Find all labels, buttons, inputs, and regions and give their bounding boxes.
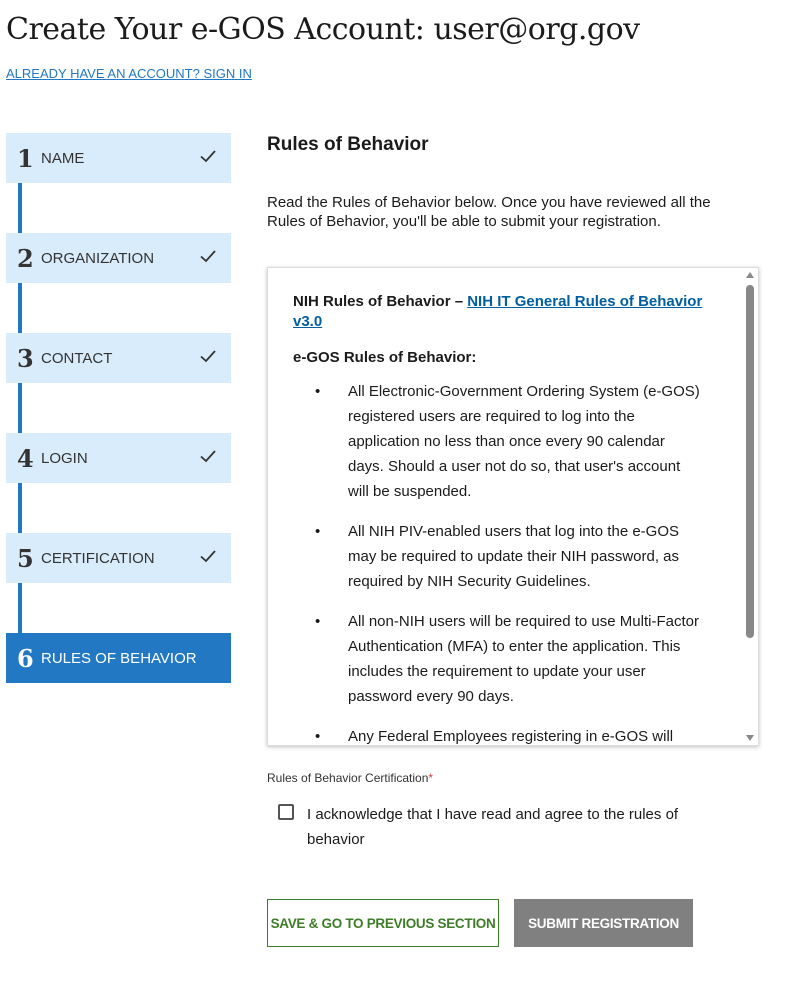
step-rules-of-behavior[interactable] <box>6 633 231 683</box>
checkmark-icon <box>198 146 218 166</box>
bullet-icon: • <box>315 523 321 540</box>
step-connector <box>18 583 22 633</box>
rules-list <box>293 379 703 746</box>
save-previous-button[interactable]: SAVE & GO TO PREVIOUS SECTION <box>267 899 499 947</box>
sign-in-link[interactable]: ALREADY HAVE AN ACCOUNT? SIGN IN <box>6 66 252 81</box>
step-login[interactable] <box>6 433 231 483</box>
step-label: CONTACT <box>41 349 113 367</box>
page-title: Create Your e-GOS Account: user@org.gov <box>6 12 640 47</box>
step-label: ORGANIZATION <box>41 249 155 267</box>
checkmark-icon <box>198 246 218 266</box>
bullet-icon: • <box>315 613 321 630</box>
rule-text: All Electronic-Government Ordering System (e-GOS) registered users are required to log into the application no less than once every 90 calendar days. Should a user not do so, that user's account will be suspended. <box>348 383 700 500</box>
rules-scroll-box[interactable] <box>267 267 759 746</box>
nih-rules-prefix: NIH Rules of Behavior – <box>293 293 468 310</box>
step-connector <box>18 483 22 533</box>
nih-rules-heading <box>293 292 703 332</box>
step-number: 5 <box>17 543 34 573</box>
step-label: CERTIFICATION <box>41 549 155 567</box>
rule-text: All non-NIH users will be required to use Multi-Factor Authentication (MFA) to enter the application. This includes the requirement to update your user password every 90 days. <box>348 613 699 705</box>
rule-text: Any Federal Employees registering in e-GOS will <box>348 728 674 745</box>
step-number: 2 <box>17 243 34 273</box>
step-contact[interactable] <box>6 333 231 383</box>
scrollbar-thumb[interactable] <box>746 285 754 638</box>
scroll-down-arrow-icon[interactable] <box>746 735 754 741</box>
step-number: 3 <box>17 343 34 373</box>
bullet-icon: • <box>315 728 321 745</box>
step-organization[interactable] <box>6 233 231 283</box>
nih-rules-link[interactable]: NIH IT General Rules of Behavior v3.0 <box>293 293 703 330</box>
submit-registration-button[interactable]: SUBMIT REGISTRATION <box>514 899 693 947</box>
checkmark-icon <box>198 446 218 466</box>
certification-label-text: Rules of Behavior Certification <box>267 771 429 785</box>
list-item <box>293 379 703 504</box>
list-item <box>293 519 703 594</box>
step-number: 1 <box>17 143 34 173</box>
required-asterisk: * <box>428 771 434 785</box>
bullet-icon: • <box>315 383 321 400</box>
step-label: NAME <box>41 149 85 167</box>
rules-content <box>293 292 703 746</box>
egos-rules-heading: e-GOS Rules of Behavior: <box>293 349 477 366</box>
intro-text: Read the Rules of Behavior below. Once you have reviewed all the Rules of Behavior, you'll be able to submit your registration. <box>267 194 711 230</box>
acknowledge-label[interactable]: I acknowledge that I have read and agree to the rules of behavior <box>307 806 679 848</box>
list-item <box>293 724 703 746</box>
checkmark-icon <box>198 546 218 566</box>
scrollbar[interactable] <box>742 268 758 745</box>
step-connector <box>18 183 22 233</box>
acknowledge-checkbox[interactable] <box>278 804 294 820</box>
list-item <box>293 609 703 709</box>
step-certification[interactable] <box>6 533 231 583</box>
step-connector <box>18 383 22 433</box>
step-number: 4 <box>17 443 34 473</box>
step-connector <box>18 283 22 333</box>
step-number: 6 <box>17 643 34 673</box>
step-label: RULES OF BEHAVIOR <box>41 649 197 667</box>
checkmark-icon <box>198 346 218 366</box>
step-label: LOGIN <box>41 449 88 467</box>
scroll-up-arrow-icon[interactable] <box>746 272 754 278</box>
certification-label <box>267 771 433 785</box>
step-name[interactable] <box>6 133 231 183</box>
rule-text: All NIH PIV-enabled users that log into the e-GOS may be required to update their NIH password, as required by NIH Security Guidelines. <box>348 523 680 590</box>
section-title: Rules of Behavior <box>267 134 429 155</box>
